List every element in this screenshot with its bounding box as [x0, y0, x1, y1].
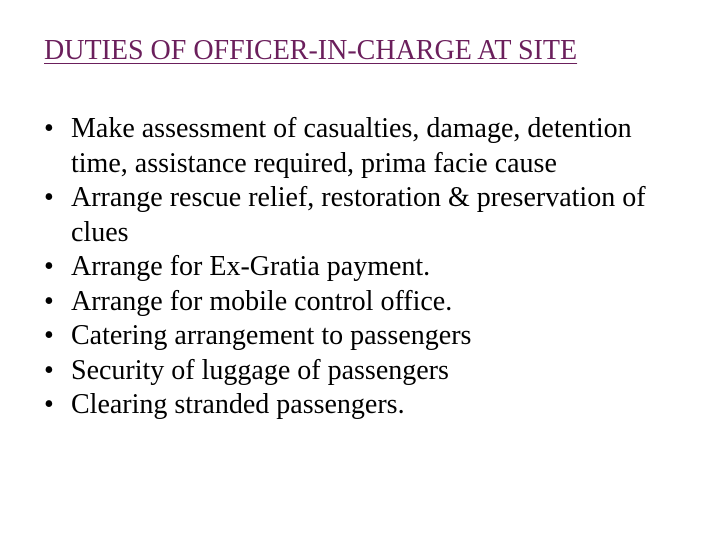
bullet-text: Arrange for Ex-Gratia payment.	[71, 251, 431, 282]
bullet-icon: •	[44, 251, 54, 282]
bullet-icon: •	[44, 389, 54, 420]
bullet-icon: •	[44, 354, 54, 386]
bullet-item-luggage-security	[44, 354, 684, 389]
bullet-text: Clearing stranded passengers.	[71, 389, 405, 420]
bullet-item-stranded	[44, 388, 684, 423]
bullet-item-mobile-control	[44, 285, 684, 320]
slide-title: DUTIES OF OFFICER-IN-CHARGE AT SITE	[44, 35, 578, 66]
bullet-item-rescue	[44, 181, 684, 250]
bullet-icon: •	[44, 182, 54, 213]
bullet-icon: •	[44, 285, 54, 317]
bullet-text: Make assessment of casualties, damage, detention time, assistance required, prima facie cause	[71, 113, 632, 179]
bullet-item-assessment	[44, 112, 684, 181]
bullet-item-catering	[44, 319, 684, 354]
bullet-text: Catering arrangement to passengers	[71, 320, 472, 351]
bullet-item-ex-gratia	[44, 250, 684, 285]
bullet-text: Security of luggage of passengers	[71, 354, 449, 386]
bullet-icon: •	[44, 113, 54, 144]
bullet-text: Arrange rescue relief, restoration & preservation of clues	[71, 182, 646, 248]
bullet-icon: •	[44, 320, 54, 351]
bullet-text: Arrange for mobile control office.	[71, 285, 453, 317]
bullet-list	[44, 112, 684, 423]
